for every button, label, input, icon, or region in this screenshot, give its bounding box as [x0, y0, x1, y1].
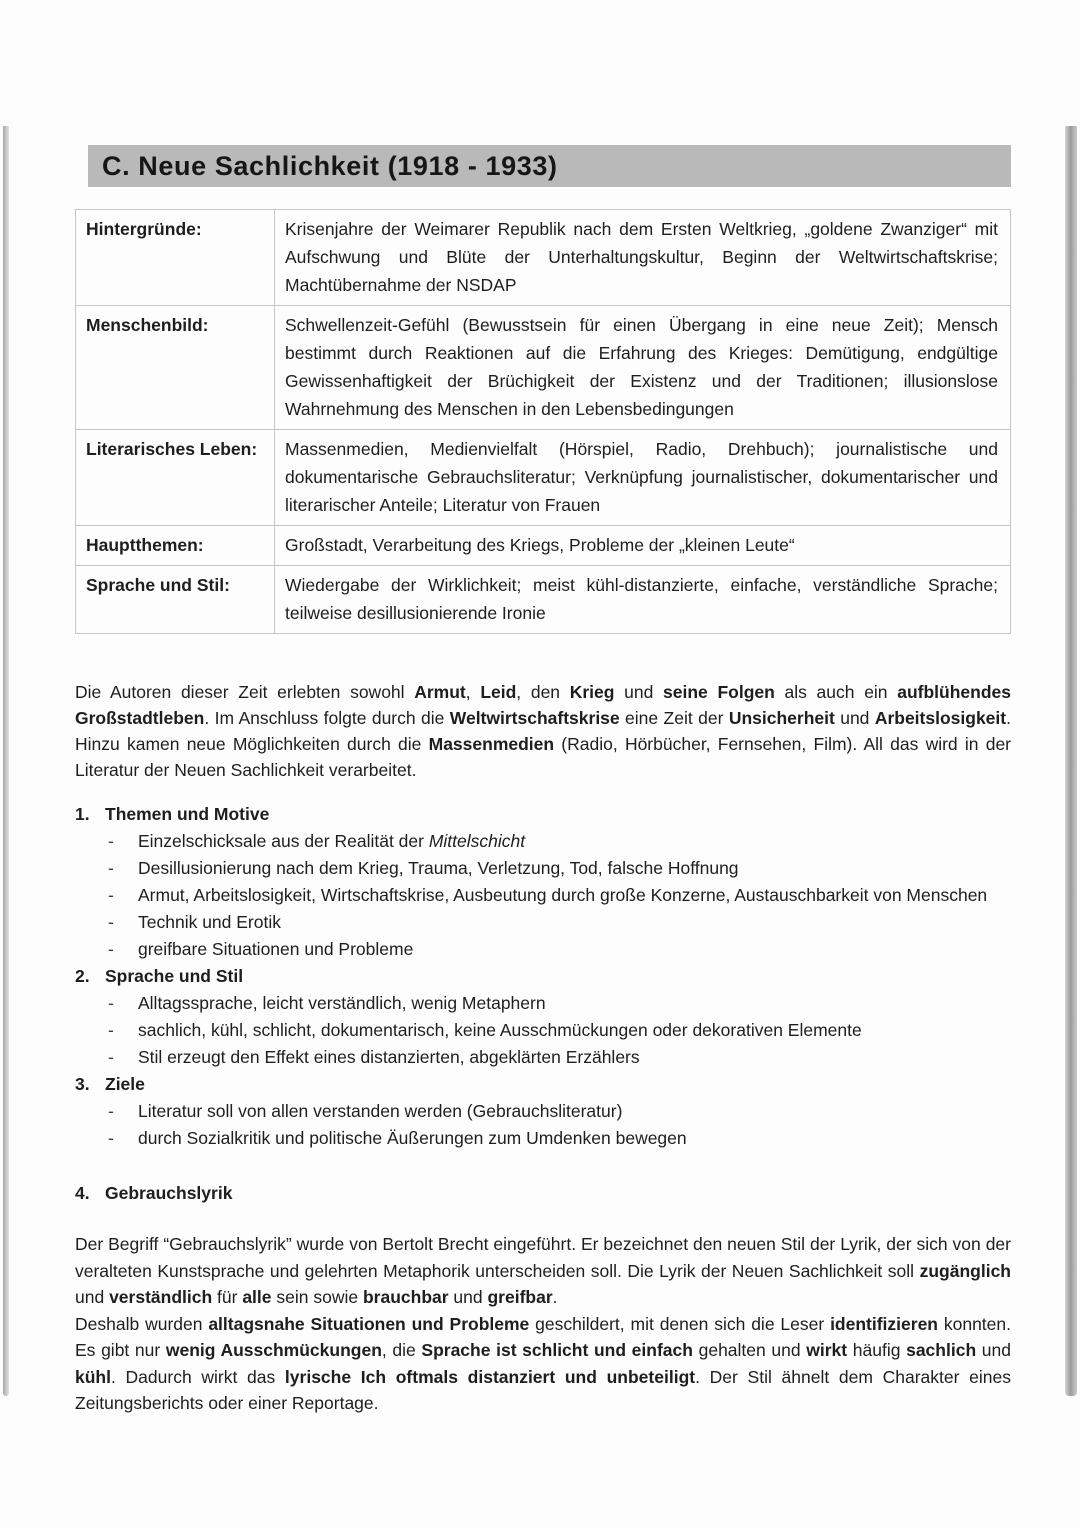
- outline-section: [75, 801, 1011, 963]
- table-row: [76, 430, 1011, 526]
- section-number: 3.: [75, 1074, 90, 1094]
- outline-section-heading: [75, 1071, 1011, 1098]
- section-heading-text: Themen und Motive: [105, 804, 270, 824]
- table-row-content: Krisenjahre der Weimarer Republik nach dem Ersten Weltkrieg, „goldene Zwanziger“ mit Aufschwung und Blüte der Unterhaltungskultur, Beginn der Weltwirtschaftskrise; Machtübernahme der NSDAP: [275, 210, 1011, 306]
- section-title-bar: [88, 145, 1011, 187]
- dash-bullet: -: [108, 831, 114, 851]
- dash-bullet: -: [108, 912, 114, 932]
- paragraph: Der Begriff “Gebrauchslyrik” wurde von Bertolt Brecht eingeführt. Er bezeichnet den neuen Stil der Lyrik, der sich von der veralteten Kunstsprache und gelehrten Metaphorik unterscheiden soll. Die Lyrik der Neuen Sachlichkeit soll zugänglich und verständlich für alle sein sowie brauchbar und greifbar.: [75, 1234, 1011, 1307]
- dash-bullet: -: [108, 939, 114, 959]
- dash-bullet: -: [108, 1047, 114, 1067]
- outline-section-items: [75, 990, 1011, 1071]
- page-edge-left: [3, 126, 9, 1396]
- body-paragraphs: [75, 1231, 1011, 1417]
- list-item-text: durch Sozialkritik und politische Äußerungen zum Umdenken bewegen: [138, 1128, 687, 1148]
- dash-bullet: -: [108, 993, 114, 1013]
- list-item-text: Desillusionierung nach dem Krieg, Trauma, Verletzung, Tod, falsche Hoffnung: [138, 858, 739, 878]
- list-item: [75, 882, 1011, 909]
- section-number: 2.: [75, 966, 90, 986]
- table-row-content: Großstadt, Verarbeitung des Kriegs, Probleme der „kleinen Leute“: [275, 526, 1011, 566]
- table-row-label: Sprache und Stil:: [76, 566, 275, 634]
- table-row-content: Schwellenzeit-Gefühl (Bewusstsein für einen Übergang in eine neue Zeit); Mensch bestimmt durch Reaktionen auf die Erfahrung des Krieges: Demütigung, endgültige Gewissenhaftigkeit der Brüchigkeit der Existenz und der Traditionen; illusionslose Wahrnehmung des Menschen in den Lebensbedingungen: [275, 306, 1011, 430]
- intro-paragraph: Die Autoren dieser Zeit erlebten sowohl Armut, Leid, den Krieg und seine Folgen als auch ein aufblühendes Großstadtleben. Im Anschluss folgte durch die Weltwirtschaftskrise eine Zeit der Unsicherheit und Arbeitslosigkeit. Hinzu kamen neue Möglichkeiten durch die Massenmedien (Radio, Hörbücher, Fernsehen, Film). All das wird in der Literatur der Neuen Sachlichkeit verarbeitet.: [75, 682, 1012, 780]
- list-item-text: greifbare Situationen und Probleme: [138, 939, 414, 959]
- list-item: [75, 1098, 1011, 1125]
- dash-bullet: -: [108, 1020, 114, 1040]
- table-row-label: Literarisches Leben:: [76, 430, 275, 526]
- section-number: 1.: [75, 804, 90, 824]
- table-row-label: Hauptthemen:: [76, 526, 275, 566]
- table-row: [76, 526, 1011, 566]
- table-row: [76, 566, 1011, 634]
- list-item: [75, 1044, 1011, 1071]
- table-row: [76, 210, 1011, 306]
- page-content: [75, 145, 1011, 1417]
- section-heading-text: Ziele: [105, 1074, 145, 1094]
- outline-list: [75, 801, 1011, 1152]
- list-item-text: sachlich, kühl, schlicht, dokumentarisch, keine Ausschmückungen oder dekorativen Elemente: [138, 1020, 862, 1040]
- table-row-content: Massenmedien, Medienvielfalt (Hörspiel, Radio, Drehbuch); journalistische und dokumentarische Gebrauchsliteratur; Verknüpfung journalistischer, dokumentarischer und literarischer Anteile; Literatur von Frauen: [275, 430, 1011, 526]
- page-title: C. Neue Sachlichkeit (1918 - 1933): [102, 150, 558, 181]
- section-heading-text: Sprache und Stil: [105, 966, 244, 986]
- dash-bullet: -: [108, 885, 114, 905]
- dash-bullet: -: [108, 1128, 114, 1148]
- table-row-content: Wiedergabe der Wirklichkeit; meist kühl-distanzierte, einfache, verständliche Sprache; teilweise desillusionierende Ironie: [275, 566, 1011, 634]
- outline-section: [75, 1071, 1011, 1152]
- outline-section: [75, 963, 1011, 1071]
- section-heading-text: Gebrauchslyrik: [105, 1183, 233, 1203]
- section-number: 4.: [75, 1183, 90, 1203]
- list-item-text: Stil erzeugt den Effekt eines distanzierten, abgeklärten Erzählers: [138, 1047, 640, 1067]
- outline-section-4: [75, 1180, 1011, 1207]
- table-row-label: Hintergründe:: [76, 210, 275, 306]
- table-row: [76, 306, 1011, 430]
- page-edge-right: [1065, 126, 1077, 1396]
- table-row-label: Menschenbild:: [76, 306, 275, 430]
- outline-section-items: [75, 828, 1011, 963]
- outline-section-heading: [75, 801, 1011, 828]
- list-item: [75, 1017, 1011, 1044]
- list-item: [75, 909, 1011, 936]
- list-item-text: Alltagssprache, leicht verständlich, wenig Metaphern: [138, 993, 546, 1013]
- dash-bullet: -: [108, 1101, 114, 1121]
- list-item-text: Literatur soll von allen verstanden werden (Gebrauchsliteratur): [138, 1101, 623, 1121]
- list-item-text: Technik und Erotik: [138, 912, 281, 932]
- list-item-text: Armut, Arbeitslosigkeit, Wirtschaftskrise, Ausbeutung durch große Konzerne, Austauschbarkeit von Menschen: [138, 885, 988, 905]
- paragraph: Deshalb wurden alltagsnahe Situationen und Probleme geschildert, mit denen sich die Leser identifizieren konnten. Es gibt nur wenig Ausschmückungen, die Sprache ist schlicht und einfach gehalten und wirkt häufig sachlich und kühl. Dadurch wirkt das lyrische Ich oftmals distanziert und unbeteiligt. Der Stil ähnelt dem Charakter eines Zeitungsberichts oder einer Reportage.: [75, 1313, 1011, 1413]
- list-item: [75, 828, 1011, 855]
- list-item-text: Einzelschicksale aus der Realität der Mittelschicht: [138, 831, 526, 851]
- list-item: [75, 990, 1011, 1017]
- list-item: [75, 936, 1011, 963]
- dash-bullet: -: [108, 858, 114, 878]
- list-item: [75, 1125, 1011, 1152]
- outline-section-heading: [75, 963, 1011, 990]
- list-item: [75, 855, 1011, 882]
- outline-section-items: [75, 1098, 1011, 1152]
- overview-table: [75, 209, 1011, 634]
